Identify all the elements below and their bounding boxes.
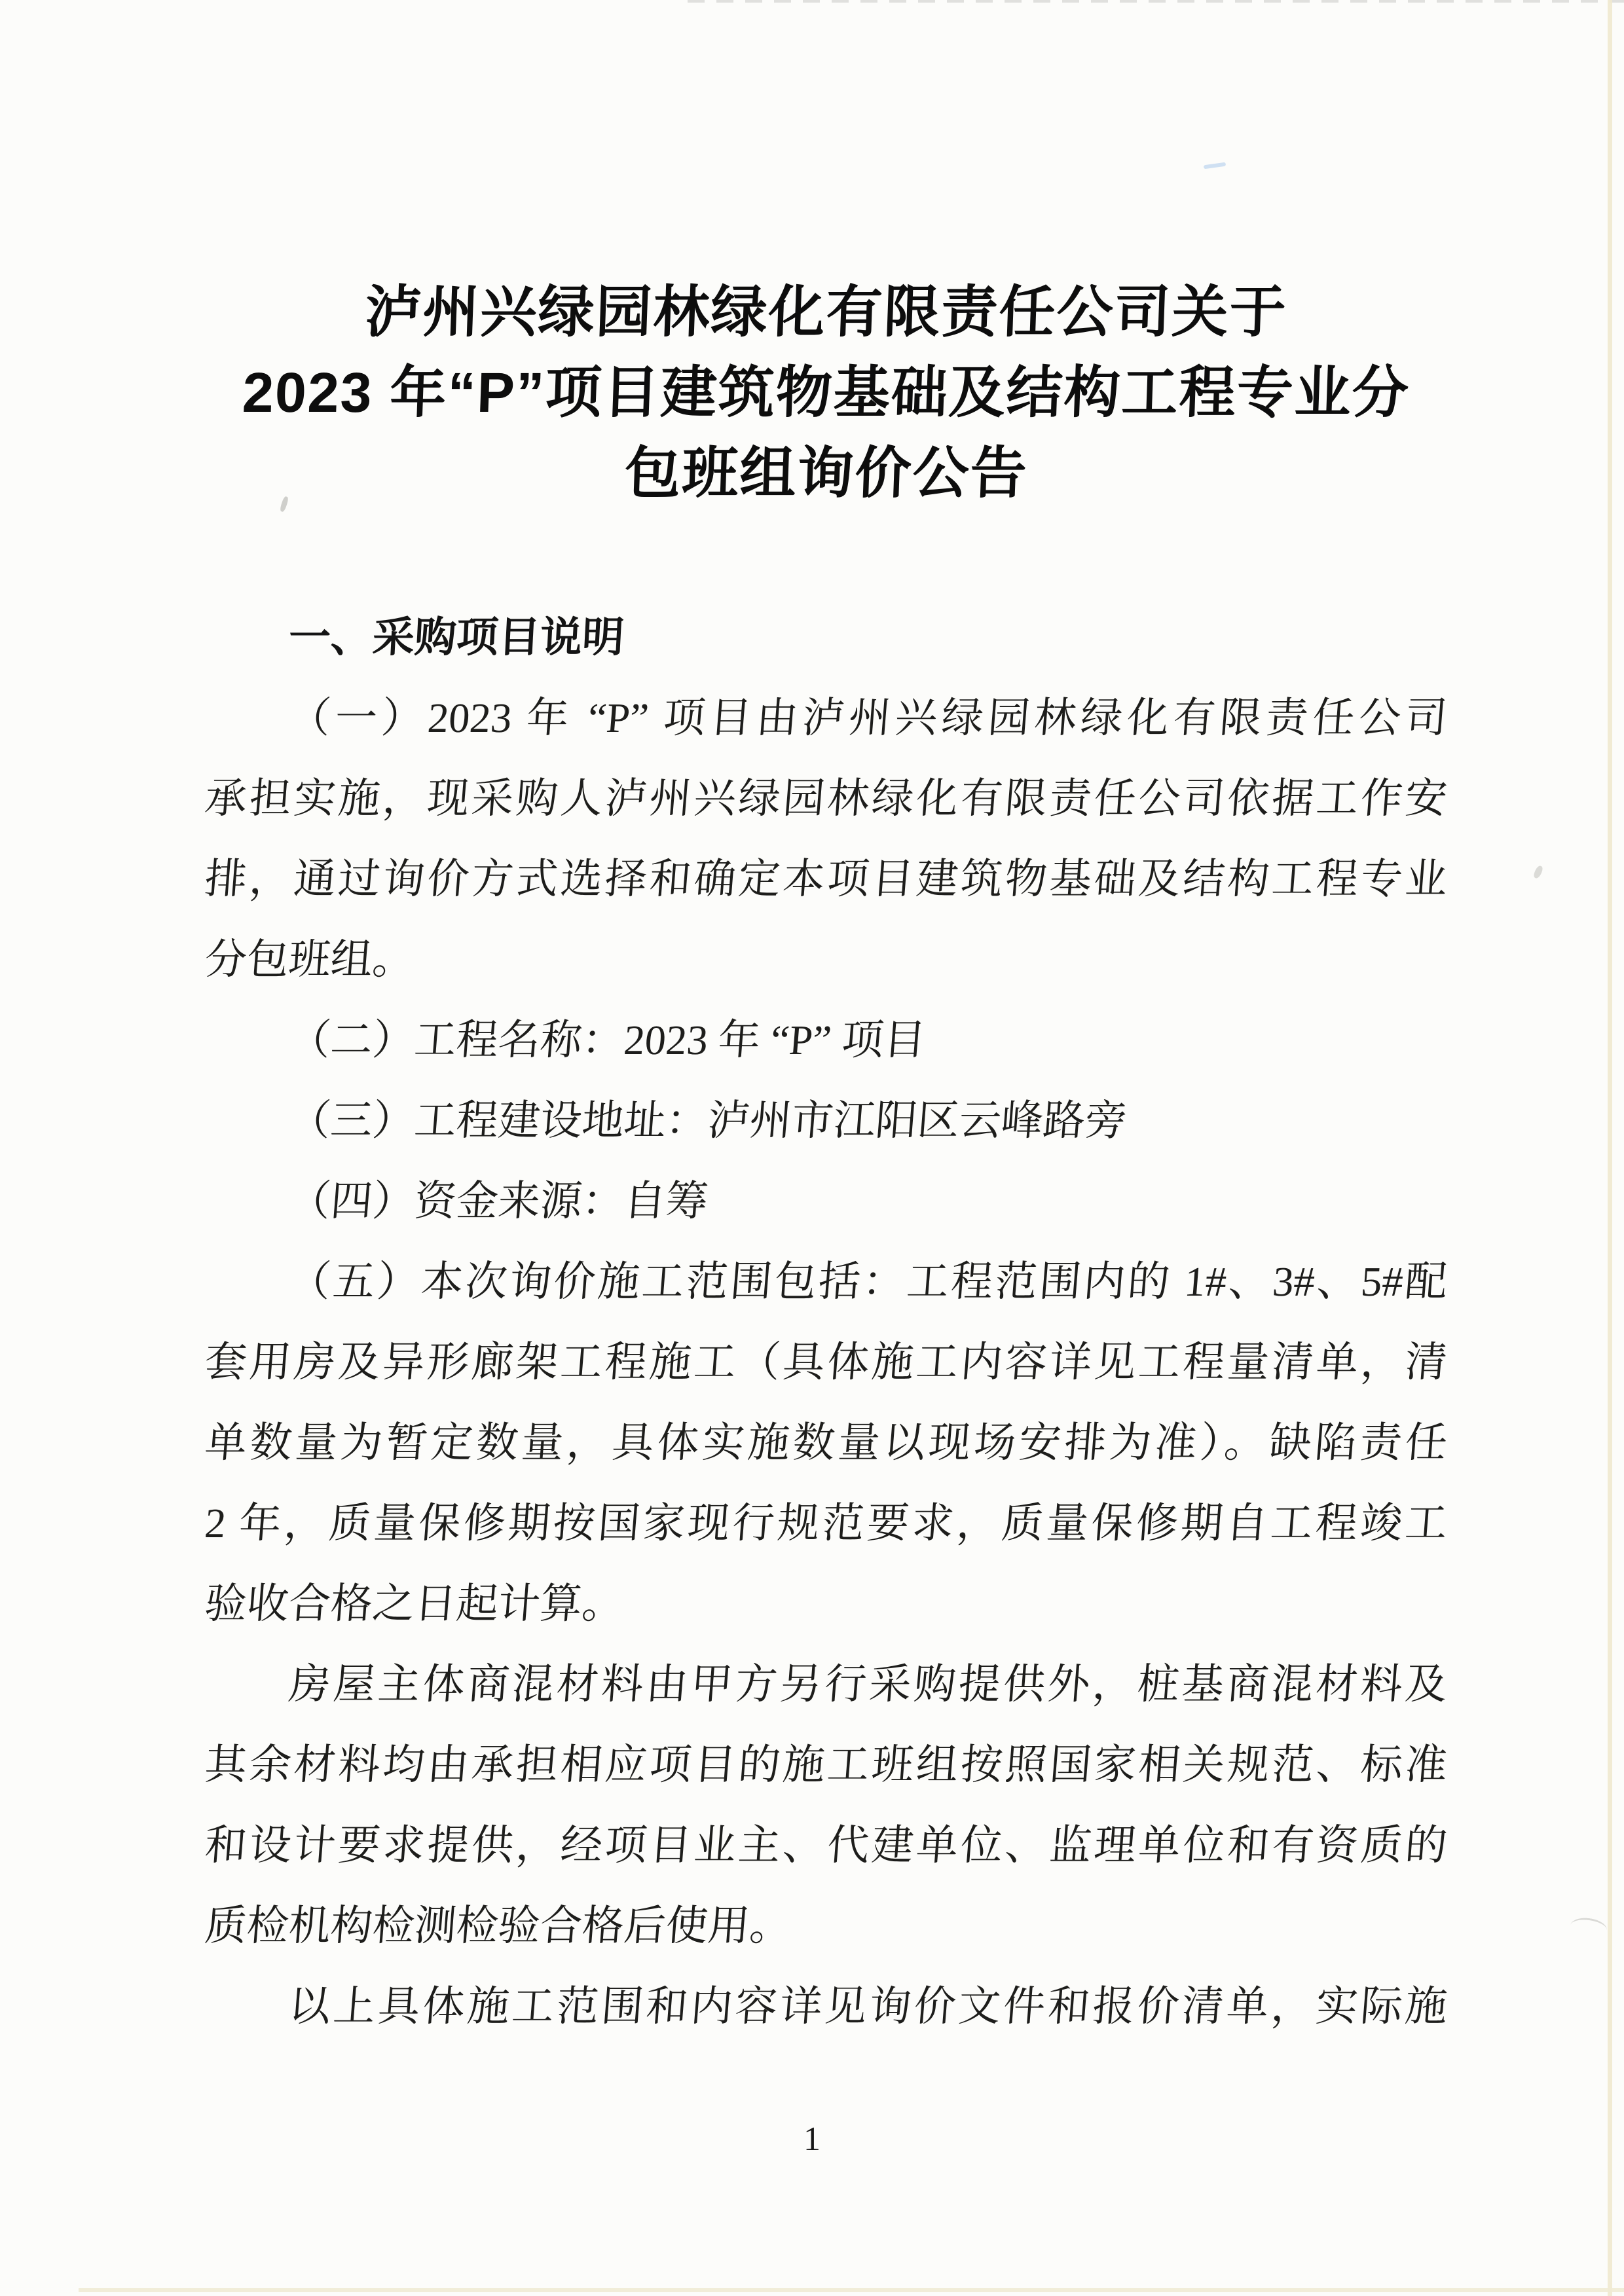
paragraph xyxy=(205,678,1447,1000)
text-line: 排，通过询价方式选择和确定本项目建筑物基础及结构工程专业 xyxy=(203,856,1449,902)
page-number: 1 xyxy=(803,2121,821,2158)
text-line: （四）资金来源：自筹 xyxy=(287,1178,710,1224)
text-line: 2 年，质量保修期按国家现行规范要求，质量保修期自工程竣工 xyxy=(203,1500,1449,1546)
title-line: 2023 年“P”项目建筑物基础及结构工程专业分 xyxy=(241,361,1411,424)
paragraph xyxy=(205,1000,1447,1080)
text-line: 分包班组。 xyxy=(203,936,416,983)
title-line: 包班组询价公告 xyxy=(623,442,1029,505)
section-heading: 一、采购项目说明 xyxy=(287,613,625,661)
paragraph xyxy=(205,1644,1447,1966)
paragraph xyxy=(205,1080,1447,1161)
scan-bottom-edge-artifact xyxy=(79,2288,1624,2292)
paragraph xyxy=(205,1966,1447,2047)
paragraph xyxy=(205,1161,1447,1241)
text-line: 房屋主体商混材料由甲方另行采购提供外，桩基商混材料及 xyxy=(287,1661,1449,1707)
text-line: 质检机构检测检验合格后使用。 xyxy=(203,1903,794,1949)
text-line: 套用房及异形廊架工程施工（具体施工内容详见工程量清单，清 xyxy=(203,1339,1449,1385)
text-line: 单数量为暂定数量，具体实施数量以现场安排为准）。缺陷责任 xyxy=(203,1419,1449,1466)
document-content xyxy=(0,272,1624,2047)
text-line: （五）本次询价施工范围包括：工程范围内的 1#、3#、5#配 xyxy=(287,1258,1449,1305)
text-line: 承担实施，现采购人泸州兴绿园林绿化有限责任公司依据工作安 xyxy=(203,775,1449,822)
document-body xyxy=(205,678,1447,2047)
scan-top-edge-artifact xyxy=(688,0,1624,3)
text-line: 其余材料均由承担相应项目的施工班组按照国家相关规范、标准 xyxy=(203,1741,1449,1788)
text-line: 和设计要求提供，经项目业主、代建单位、监理单位和有资质的 xyxy=(203,1822,1449,1868)
text-line: （二）工程名称：2023 年 “P” 项目 xyxy=(287,1017,928,1063)
document-title xyxy=(205,272,1447,514)
text-line: 验收合格之日起计算。 xyxy=(203,1580,626,1627)
paragraph xyxy=(205,1241,1447,1644)
text-line: （三）工程建设地址：泸州市江阳区云峰路旁 xyxy=(287,1097,1129,1144)
text-line: 以上具体施工范围和内容详见询价文件和报价清单，实际施 xyxy=(287,1983,1449,2030)
title-line: 泸州兴绿园林绿化有限责任公司关于 xyxy=(363,281,1289,344)
text-line: （一）2023 年 “P” 项目由泸州兴绿园林绿化有限责任公司 xyxy=(287,695,1449,741)
scan-speck xyxy=(1204,162,1227,170)
